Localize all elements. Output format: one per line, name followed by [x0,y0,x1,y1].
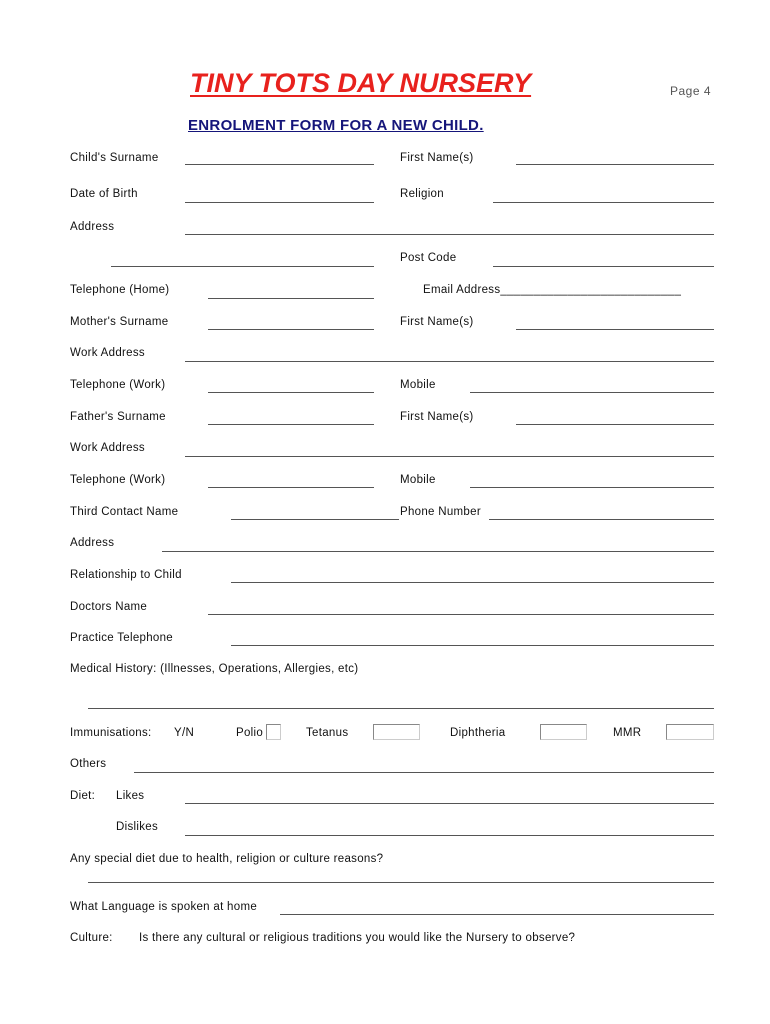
third-contact-label: Third Contact Name [70,506,179,518]
dob-field[interactable] [185,202,374,203]
language-field[interactable] [280,914,714,915]
child-first-names-field[interactable] [516,164,714,165]
mmr-label: MMR [613,727,642,739]
father-tel-work-label: Telephone (Work) [70,474,166,486]
mother-tel-work-label: Telephone (Work) [70,379,166,391]
tetanus-box[interactable] [373,724,420,740]
mother-surname-field[interactable] [208,329,374,330]
special-diet-label: Any special diet due to health, religion or culture reasons? [70,853,384,865]
likes-field[interactable] [185,803,714,804]
mother-surname-label: Mother's Surname [70,316,169,328]
medical-history-label: Medical History: (Illnesses, Operations, Allergies, etc) [70,663,359,675]
doctors-name-field[interactable] [208,614,714,615]
mother-work-address-label: Work Address [70,347,145,359]
diet-label: Diet: [70,790,96,802]
father-first-names-label: First Name(s) [400,411,474,423]
page-number: Page 4 [670,84,712,98]
mother-mobile-label: Mobile [400,379,436,391]
tel-home-label: Telephone (Home) [70,284,170,296]
mother-tel-work-field[interactable] [208,392,374,393]
practice-tel-label: Practice Telephone [70,632,174,644]
dislikes-label: Dislikes [116,821,159,833]
child-surname-label: Child's Surname [70,152,159,164]
mmr-box[interactable] [666,724,714,740]
father-tel-work-field[interactable] [208,487,374,488]
third-contact-field[interactable] [231,519,399,520]
phone-number-label: Phone Number [400,506,481,518]
post-code-field[interactable] [493,266,714,267]
address-label: Address [70,221,115,233]
father-surname-label: Father's Surname [70,411,166,423]
medical-history-field[interactable] [88,708,714,709]
post-code-label: Post Code [400,252,457,264]
diphtheria-label: Diphtheria [450,727,506,739]
tetanus-label: Tetanus [306,727,349,739]
likes-label: Likes [116,790,145,802]
polio-box[interactable] [266,724,281,740]
immunisations-label: Immunisations: [70,727,152,739]
mother-mobile-field[interactable] [470,392,714,393]
culture-label: Culture: [70,932,113,944]
email-label[interactable]: Email Address___________________________ [423,284,682,296]
relationship-label: Relationship to Child [70,569,182,581]
mother-work-address-field[interactable] [185,361,714,362]
father-mobile-field[interactable] [470,487,714,488]
others-field[interactable] [134,772,714,773]
father-surname-field[interactable] [208,424,374,425]
tel-home-field[interactable] [208,298,374,299]
polio-label: Polio [236,727,264,739]
father-first-names-field[interactable] [516,424,714,425]
father-mobile-label: Mobile [400,474,436,486]
special-diet-field[interactable] [88,882,714,883]
phone-number-field[interactable] [489,519,714,520]
third-address-field[interactable] [162,551,714,552]
doctors-name-label: Doctors Name [70,601,148,613]
dob-label: Date of Birth [70,188,138,200]
religion-label: Religion [400,188,444,200]
address-line-1[interactable] [185,234,714,235]
culture-question: Is there any cultural or religious traditions you would like the Nursery to observe? [139,932,576,944]
form-title: ENROLMENT FORM FOR A NEW CHILD. [188,117,484,134]
yn-label: Y/N [174,727,195,739]
child-first-names-label: First Name(s) [400,152,474,164]
mother-first-names-field[interactable] [516,329,714,330]
diphtheria-box[interactable] [540,724,587,740]
third-address-label: Address [70,537,115,549]
nursery-title: TINY TOTS DAY NURSERY [190,68,532,98]
practice-tel-field[interactable] [231,645,714,646]
dislikes-field[interactable] [185,835,714,836]
language-label: What Language is spoken at home [70,901,258,913]
others-label: Others [70,758,107,770]
mother-first-names-label: First Name(s) [400,316,474,328]
father-work-address-field[interactable] [185,456,714,457]
address-line-2[interactable] [111,266,374,267]
father-work-address-label: Work Address [70,442,145,454]
child-surname-field[interactable] [185,164,374,165]
religion-field[interactable] [493,202,714,203]
relationship-field[interactable] [231,582,714,583]
